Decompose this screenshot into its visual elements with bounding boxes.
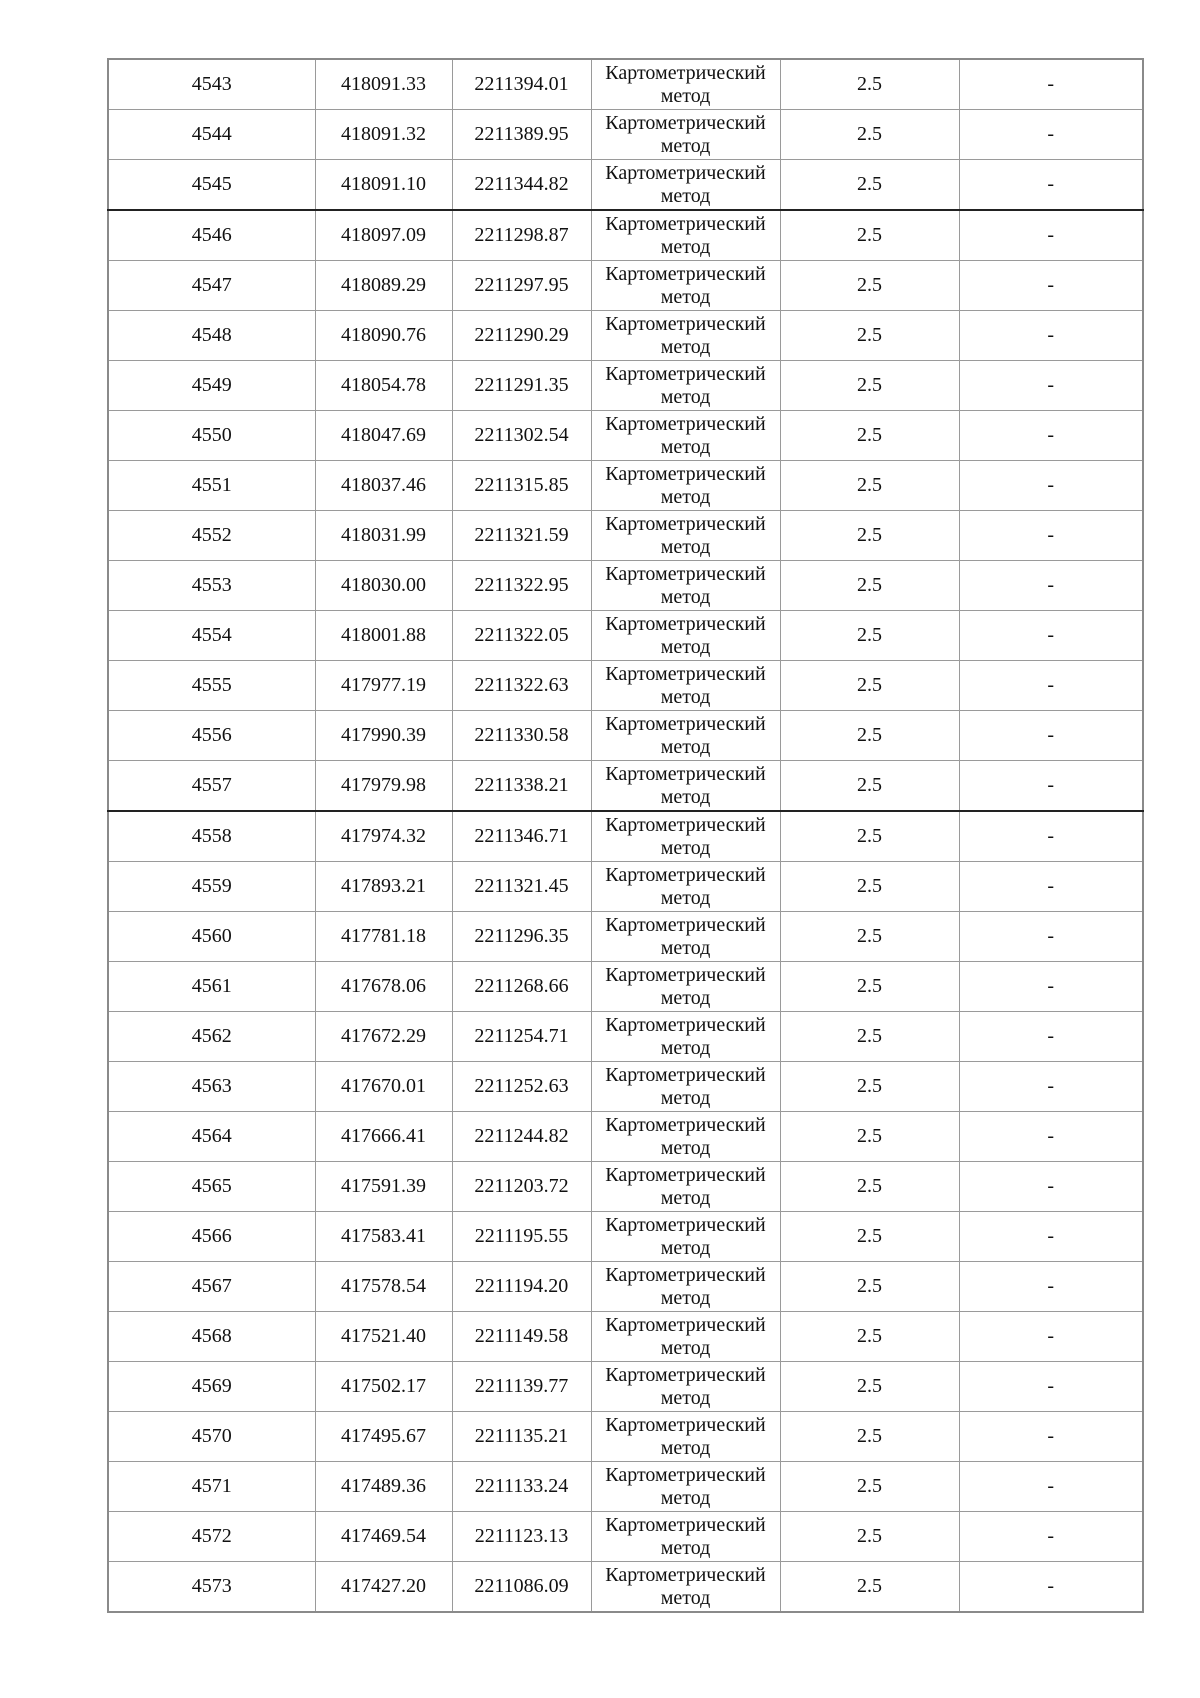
- table-row: [108, 1012, 1143, 1062]
- point-number-cell: 4570: [108, 1412, 315, 1462]
- point-number-cell: 4555: [108, 661, 315, 711]
- table-row: [108, 1412, 1143, 1462]
- accuracy-cell: 2.5: [780, 1412, 959, 1462]
- accuracy-cell: 2.5: [780, 1512, 959, 1562]
- method-line: метод: [660, 735, 711, 758]
- coord-x-cell: 417670.01: [315, 1062, 452, 1112]
- accuracy-cell: 2.5: [780, 311, 959, 361]
- note-cell: -: [959, 1262, 1143, 1312]
- accuracy-cell: 2.5: [780, 1462, 959, 1512]
- method-line: метод: [660, 986, 711, 1009]
- method-cell: [591, 711, 780, 761]
- coord-y-cell: 2211344.82: [452, 160, 591, 211]
- coord-y-cell: 2211302.54: [452, 411, 591, 461]
- method-line: Картометрический: [605, 1163, 766, 1186]
- coord-y-cell: 2211297.95: [452, 261, 591, 311]
- note-cell: -: [959, 210, 1143, 261]
- method-line: Картометрический: [605, 512, 766, 535]
- table-row: [108, 862, 1143, 912]
- point-number-cell: 4554: [108, 611, 315, 661]
- method-line: метод: [660, 1486, 711, 1509]
- accuracy-cell: 2.5: [780, 1162, 959, 1212]
- table-row: [108, 59, 1143, 110]
- accuracy-cell: 2.5: [780, 1562, 959, 1613]
- method-line: Картометрический: [605, 662, 766, 685]
- coord-x-cell: 417495.67: [315, 1412, 452, 1462]
- accuracy-cell: 2.5: [780, 962, 959, 1012]
- coord-x-cell: 417893.21: [315, 862, 452, 912]
- method-cell: [591, 912, 780, 962]
- method-line: Картометрический: [605, 963, 766, 986]
- note-cell: -: [959, 661, 1143, 711]
- note-cell: -: [959, 160, 1143, 211]
- accuracy-cell: 2.5: [780, 561, 959, 611]
- method-line: Картометрический: [605, 1563, 766, 1586]
- method-line: метод: [660, 886, 711, 909]
- method-line: Картометрический: [605, 1063, 766, 1086]
- accuracy-cell: 2.5: [780, 711, 959, 761]
- coord-y-cell: 2211135.21: [452, 1412, 591, 1462]
- coord-x-cell: 417974.32: [315, 811, 452, 862]
- accuracy-cell: 2.5: [780, 461, 959, 511]
- note-cell: -: [959, 1562, 1143, 1613]
- method-cell: [591, 1212, 780, 1262]
- coordinates-table-body: [108, 59, 1143, 1612]
- method-line: метод: [660, 1386, 711, 1409]
- point-number-cell: 4553: [108, 561, 315, 611]
- coord-x-cell: 418001.88: [315, 611, 452, 661]
- point-number-cell: 4569: [108, 1362, 315, 1412]
- point-number-cell: 4558: [108, 811, 315, 862]
- table-row: [108, 110, 1143, 160]
- point-number-cell: 4573: [108, 1562, 315, 1613]
- method-cell: [591, 1112, 780, 1162]
- method-line: Картометрический: [605, 212, 766, 235]
- accuracy-cell: 2.5: [780, 862, 959, 912]
- note-cell: -: [959, 761, 1143, 812]
- method-line: метод: [660, 685, 711, 708]
- table-row: [108, 160, 1143, 211]
- method-line: метод: [660, 1036, 711, 1059]
- table-row: [108, 912, 1143, 962]
- method-line: метод: [660, 535, 711, 558]
- table-row: [108, 311, 1143, 361]
- method-line: Картометрический: [605, 1113, 766, 1136]
- method-line: метод: [660, 84, 711, 107]
- note-cell: -: [959, 862, 1143, 912]
- method-line: Картометрический: [605, 1363, 766, 1386]
- point-number-cell: 4564: [108, 1112, 315, 1162]
- coord-x-cell: 417502.17: [315, 1362, 452, 1412]
- method-line: метод: [660, 134, 711, 157]
- table-row: [108, 361, 1143, 411]
- accuracy-cell: 2.5: [780, 912, 959, 962]
- coord-y-cell: 2211290.29: [452, 311, 591, 361]
- coord-y-cell: 2211123.13: [452, 1512, 591, 1562]
- note-cell: -: [959, 711, 1143, 761]
- point-number-cell: 4557: [108, 761, 315, 812]
- note-cell: -: [959, 611, 1143, 661]
- table-row: [108, 461, 1143, 511]
- method-line: Картометрический: [605, 813, 766, 836]
- note-cell: -: [959, 1112, 1143, 1162]
- method-line: метод: [660, 1136, 711, 1159]
- method-cell: [591, 611, 780, 661]
- method-line: Картометрический: [605, 913, 766, 936]
- method-line: Картометрический: [605, 1313, 766, 1336]
- coord-y-cell: 2211268.66: [452, 962, 591, 1012]
- accuracy-cell: 2.5: [780, 110, 959, 160]
- table-row: [108, 711, 1143, 761]
- method-line: Картометрический: [605, 762, 766, 785]
- note-cell: -: [959, 561, 1143, 611]
- point-number-cell: 4562: [108, 1012, 315, 1062]
- method-cell: [591, 1012, 780, 1062]
- coord-x-cell: 417977.19: [315, 661, 452, 711]
- note-cell: -: [959, 1362, 1143, 1412]
- method-line: Картометрический: [605, 562, 766, 585]
- table-row: [108, 1462, 1143, 1512]
- coord-x-cell: 417678.06: [315, 962, 452, 1012]
- coord-y-cell: 2211321.59: [452, 511, 591, 561]
- method-line: метод: [660, 335, 711, 358]
- table-row: [108, 661, 1143, 711]
- table-row: [108, 261, 1143, 311]
- coord-x-cell: 418054.78: [315, 361, 452, 411]
- point-number-cell: 4548: [108, 311, 315, 361]
- method-line: метод: [660, 435, 711, 458]
- note-cell: -: [959, 1212, 1143, 1262]
- table-row: [108, 1562, 1143, 1613]
- table-row: [108, 1062, 1143, 1112]
- table-row: [108, 1362, 1143, 1412]
- coord-y-cell: 2211133.24: [452, 1462, 591, 1512]
- point-number-cell: 4561: [108, 962, 315, 1012]
- note-cell: -: [959, 361, 1143, 411]
- coord-x-cell: 417583.41: [315, 1212, 452, 1262]
- method-cell: [591, 1362, 780, 1412]
- point-number-cell: 4567: [108, 1262, 315, 1312]
- accuracy-cell: 2.5: [780, 611, 959, 661]
- coord-x-cell: 418030.00: [315, 561, 452, 611]
- method-line: метод: [660, 836, 711, 859]
- point-number-cell: 4566: [108, 1212, 315, 1262]
- method-line: метод: [660, 385, 711, 408]
- accuracy-cell: 2.5: [780, 1312, 959, 1362]
- method-cell: [591, 962, 780, 1012]
- method-cell: [591, 761, 780, 812]
- method-line: метод: [660, 1286, 711, 1309]
- method-cell: [591, 1462, 780, 1512]
- method-cell: [591, 561, 780, 611]
- coord-x-cell: 417666.41: [315, 1112, 452, 1162]
- coord-x-cell: 418091.32: [315, 110, 452, 160]
- note-cell: -: [959, 1412, 1143, 1462]
- method-line: метод: [660, 936, 711, 959]
- coord-y-cell: 2211195.55: [452, 1212, 591, 1262]
- coord-y-cell: 2211394.01: [452, 59, 591, 110]
- method-cell: [591, 1062, 780, 1112]
- method-cell: [591, 862, 780, 912]
- point-number-cell: 4547: [108, 261, 315, 311]
- coord-y-cell: 2211389.95: [452, 110, 591, 160]
- coord-y-cell: 2211203.72: [452, 1162, 591, 1212]
- method-line: Картометрический: [605, 1463, 766, 1486]
- method-line: метод: [660, 785, 711, 808]
- coord-y-cell: 2211086.09: [452, 1562, 591, 1613]
- accuracy-cell: 2.5: [780, 210, 959, 261]
- accuracy-cell: 2.5: [780, 1112, 959, 1162]
- method-line: метод: [660, 585, 711, 608]
- point-number-cell: 4544: [108, 110, 315, 160]
- method-line: метод: [660, 1086, 711, 1109]
- coord-x-cell: 418090.76: [315, 311, 452, 361]
- note-cell: -: [959, 1512, 1143, 1562]
- accuracy-cell: 2.5: [780, 1212, 959, 1262]
- method-cell: [591, 811, 780, 862]
- accuracy-cell: 2.5: [780, 1012, 959, 1062]
- table-row: [108, 1262, 1143, 1312]
- method-line: метод: [660, 485, 711, 508]
- method-cell: [591, 1412, 780, 1462]
- note-cell: -: [959, 1012, 1143, 1062]
- method-cell: [591, 59, 780, 110]
- method-line: Картометрический: [605, 111, 766, 134]
- method-line: метод: [660, 635, 711, 658]
- method-line: Картометрический: [605, 1413, 766, 1436]
- table-row: [108, 611, 1143, 661]
- coord-y-cell: 2211322.95: [452, 561, 591, 611]
- coord-y-cell: 2211346.71: [452, 811, 591, 862]
- point-number-cell: 4549: [108, 361, 315, 411]
- table-row: [108, 411, 1143, 461]
- method-cell: [591, 110, 780, 160]
- coord-y-cell: 2211322.63: [452, 661, 591, 711]
- method-line: Картометрический: [605, 312, 766, 335]
- method-cell: [591, 661, 780, 711]
- accuracy-cell: 2.5: [780, 160, 959, 211]
- method-cell: [591, 361, 780, 411]
- note-cell: -: [959, 1462, 1143, 1512]
- coord-x-cell: 417578.54: [315, 1262, 452, 1312]
- accuracy-cell: 2.5: [780, 1062, 959, 1112]
- note-cell: -: [959, 511, 1143, 561]
- method-cell: [591, 261, 780, 311]
- coord-x-cell: 418091.10: [315, 160, 452, 211]
- method-line: Картометрический: [605, 412, 766, 435]
- method-cell: [591, 1162, 780, 1212]
- coord-x-cell: 417427.20: [315, 1562, 452, 1613]
- table-row: [108, 1312, 1143, 1362]
- table-row: [108, 561, 1143, 611]
- method-line: Картометрический: [605, 462, 766, 485]
- method-cell: [591, 1512, 780, 1562]
- method-cell: [591, 461, 780, 511]
- point-number-cell: 4550: [108, 411, 315, 461]
- coord-y-cell: 2211338.21: [452, 761, 591, 812]
- coord-y-cell: 2211321.45: [452, 862, 591, 912]
- accuracy-cell: 2.5: [780, 59, 959, 110]
- coord-y-cell: 2211149.58: [452, 1312, 591, 1362]
- method-cell: [591, 1262, 780, 1312]
- method-cell: [591, 511, 780, 561]
- method-cell: [591, 311, 780, 361]
- coord-x-cell: 418047.69: [315, 411, 452, 461]
- note-cell: -: [959, 1312, 1143, 1362]
- coord-x-cell: 417990.39: [315, 711, 452, 761]
- accuracy-cell: 2.5: [780, 361, 959, 411]
- method-line: метод: [660, 285, 711, 308]
- coord-y-cell: 2211291.35: [452, 361, 591, 411]
- coord-y-cell: 2211254.71: [452, 1012, 591, 1062]
- table-row: [108, 210, 1143, 261]
- point-number-cell: 4545: [108, 160, 315, 211]
- point-number-cell: 4552: [108, 511, 315, 561]
- coord-x-cell: 417781.18: [315, 912, 452, 962]
- method-line: Картометрический: [605, 362, 766, 385]
- method-line: метод: [660, 1436, 711, 1459]
- table-row: [108, 962, 1143, 1012]
- table-row: [108, 1512, 1143, 1562]
- accuracy-cell: 2.5: [780, 1262, 959, 1312]
- point-number-cell: 4568: [108, 1312, 315, 1362]
- coord-y-cell: 2211139.77: [452, 1362, 591, 1412]
- coord-y-cell: 2211252.63: [452, 1062, 591, 1112]
- note-cell: -: [959, 962, 1143, 1012]
- method-cell: [591, 1312, 780, 1362]
- method-line: метод: [660, 1186, 711, 1209]
- note-cell: -: [959, 461, 1143, 511]
- note-cell: -: [959, 1162, 1143, 1212]
- coord-y-cell: 2211194.20: [452, 1262, 591, 1312]
- note-cell: -: [959, 261, 1143, 311]
- table-row: [108, 761, 1143, 812]
- method-cell: [591, 1562, 780, 1613]
- coord-x-cell: 418089.29: [315, 261, 452, 311]
- coord-x-cell: 418091.33: [315, 59, 452, 110]
- coord-x-cell: 417979.98: [315, 761, 452, 812]
- note-cell: -: [959, 811, 1143, 862]
- accuracy-cell: 2.5: [780, 811, 959, 862]
- accuracy-cell: 2.5: [780, 261, 959, 311]
- table-row: [108, 1162, 1143, 1212]
- accuracy-cell: 2.5: [780, 411, 959, 461]
- coord-x-cell: 418097.09: [315, 210, 452, 261]
- coord-x-cell: 418031.99: [315, 511, 452, 561]
- point-number-cell: 4563: [108, 1062, 315, 1112]
- accuracy-cell: 2.5: [780, 761, 959, 812]
- point-number-cell: 4571: [108, 1462, 315, 1512]
- coord-x-cell: 417489.36: [315, 1462, 452, 1512]
- coord-x-cell: 417591.39: [315, 1162, 452, 1212]
- method-line: метод: [660, 184, 711, 207]
- method-line: Картометрический: [605, 1513, 766, 1536]
- coord-y-cell: 2211315.85: [452, 461, 591, 511]
- coord-y-cell: 2211298.87: [452, 210, 591, 261]
- point-number-cell: 4560: [108, 912, 315, 962]
- point-number-cell: 4565: [108, 1162, 315, 1212]
- point-number-cell: 4559: [108, 862, 315, 912]
- method-line: метод: [660, 235, 711, 258]
- method-cell: [591, 160, 780, 211]
- note-cell: -: [959, 1062, 1143, 1112]
- method-line: Картометрический: [605, 262, 766, 285]
- table-row: [108, 1212, 1143, 1262]
- coord-x-cell: 418037.46: [315, 461, 452, 511]
- coord-x-cell: 417521.40: [315, 1312, 452, 1362]
- method-cell: [591, 210, 780, 261]
- accuracy-cell: 2.5: [780, 511, 959, 561]
- note-cell: -: [959, 110, 1143, 160]
- point-number-cell: 4551: [108, 461, 315, 511]
- note-cell: -: [959, 59, 1143, 110]
- coord-y-cell: 2211244.82: [452, 1112, 591, 1162]
- accuracy-cell: 2.5: [780, 661, 959, 711]
- coord-x-cell: 417672.29: [315, 1012, 452, 1062]
- method-line: Картометрический: [605, 161, 766, 184]
- method-cell: [591, 411, 780, 461]
- method-line: Картометрический: [605, 61, 766, 84]
- table-row: [108, 811, 1143, 862]
- method-line: Картометрический: [605, 612, 766, 635]
- coord-x-cell: 417469.54: [315, 1512, 452, 1562]
- coord-y-cell: 2211296.35: [452, 912, 591, 962]
- method-line: Картометрический: [605, 863, 766, 886]
- note-cell: -: [959, 311, 1143, 361]
- method-line: метод: [660, 1536, 711, 1559]
- accuracy-cell: 2.5: [780, 1362, 959, 1412]
- method-line: метод: [660, 1236, 711, 1259]
- point-number-cell: 4572: [108, 1512, 315, 1562]
- method-line: метод: [660, 1336, 711, 1359]
- point-number-cell: 4543: [108, 59, 315, 110]
- point-number-cell: 4546: [108, 210, 315, 261]
- coord-y-cell: 2211322.05: [452, 611, 591, 661]
- method-line: Картометрический: [605, 712, 766, 735]
- table-row: [108, 1112, 1143, 1162]
- note-cell: -: [959, 411, 1143, 461]
- method-line: Картометрический: [605, 1263, 766, 1286]
- method-line: Картометрический: [605, 1213, 766, 1236]
- point-number-cell: 4556: [108, 711, 315, 761]
- coord-y-cell: 2211330.58: [452, 711, 591, 761]
- method-line: метод: [660, 1586, 711, 1609]
- table-row: [108, 511, 1143, 561]
- coordinates-table: [107, 58, 1144, 1613]
- method-line: Картометрический: [605, 1013, 766, 1036]
- note-cell: -: [959, 912, 1143, 962]
